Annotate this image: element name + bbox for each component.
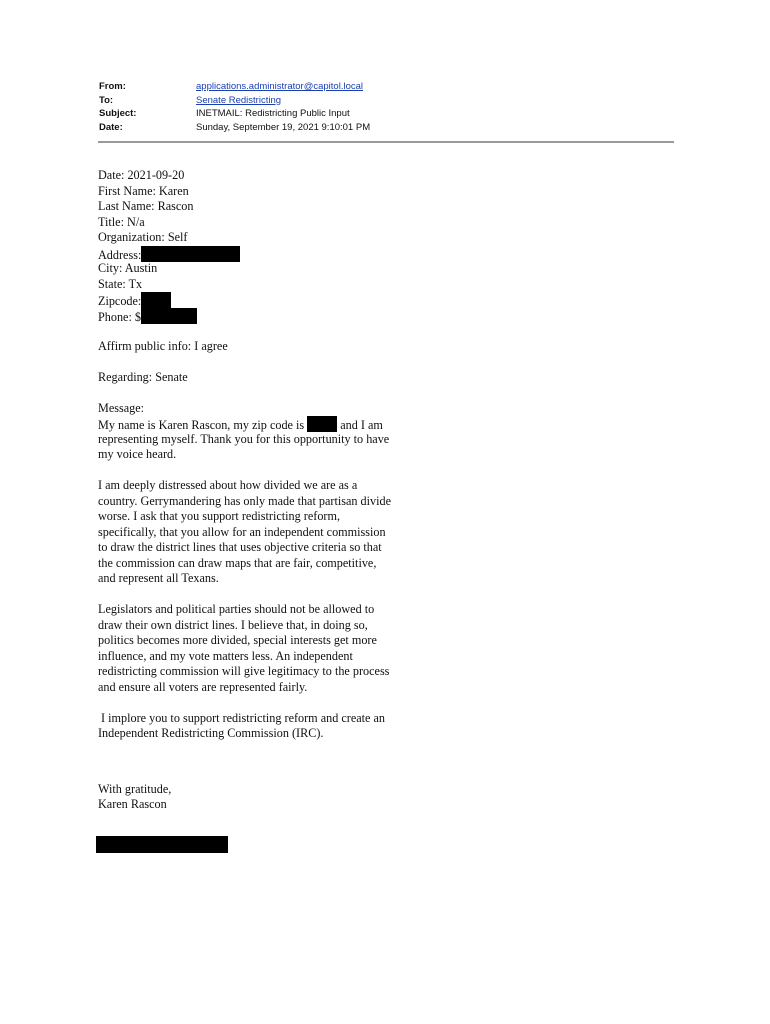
address-redaction bbox=[141, 246, 240, 262]
to-row bbox=[99, 94, 674, 108]
from-row bbox=[99, 80, 674, 94]
subject-label: Subject: bbox=[99, 108, 137, 119]
form-title: Title: N/a bbox=[98, 214, 145, 229]
message-line: the commission can draw maps that are fair, competitive, bbox=[98, 555, 377, 570]
message-line: I implore you to support redistricting reform and create an bbox=[98, 710, 385, 725]
date-label: Date: bbox=[99, 121, 123, 133]
form-date: Date: 2021-09-20 bbox=[98, 168, 185, 182]
form-last-name: Last Name: Rascon bbox=[98, 199, 194, 213]
form-affirm: Affirm public info: I agree bbox=[98, 338, 228, 353]
form-phone bbox=[98, 308, 408, 324]
message-intro: My name is Karen Rascon, my zip code is bbox=[98, 418, 305, 432]
message-line: Legislators and political parties should not be allowed to bbox=[98, 602, 375, 616]
form-zipcode bbox=[98, 292, 408, 308]
message-line: influence, and my vote matters less. An independent bbox=[98, 648, 353, 663]
message-line: and represent all Texans. bbox=[98, 571, 219, 585]
phone-redaction bbox=[141, 308, 197, 324]
to-recipient-link[interactable]: Senate Redistricting bbox=[196, 94, 282, 106]
date-value: Sunday, September 19, 2021 9:10:01 PM bbox=[196, 121, 371, 133]
message-line: worse. I ask that you support redistricting reform, bbox=[98, 509, 341, 523]
from-email-link[interactable]: applications.administrator@capitol.local bbox=[196, 81, 364, 92]
subject-row bbox=[99, 107, 674, 121]
header-divider bbox=[98, 141, 674, 143]
form-first-name: First Name: Karen bbox=[98, 183, 189, 198]
message-line: representing myself. Thank you for this opportunity to have bbox=[98, 431, 390, 446]
from-label: From: bbox=[99, 81, 126, 92]
signature-name: Karen Rascon bbox=[98, 797, 167, 811]
signature-redaction bbox=[96, 836, 228, 853]
zipcode-redaction bbox=[141, 292, 171, 308]
message-line: and ensure all voters are represented fairly. bbox=[98, 679, 308, 694]
to-label: To: bbox=[99, 94, 114, 106]
message-line: to draw the district lines that uses objective criteria so that bbox=[98, 540, 382, 554]
form-state: State: Tx bbox=[98, 276, 143, 291]
address-label: Address: bbox=[98, 247, 142, 262]
phone-label: Phone: $ bbox=[98, 309, 141, 324]
message-line: redistricting commission will give legitimacy to the process bbox=[98, 664, 390, 678]
message-zipcode-redaction bbox=[307, 416, 337, 432]
message-label: Message: bbox=[98, 400, 145, 415]
zipcode-label: Zipcode: bbox=[98, 294, 142, 308]
message-line: my voice heard. bbox=[98, 447, 177, 461]
closing: With gratitude, bbox=[98, 781, 172, 796]
form-organization: Organization: Self bbox=[98, 230, 188, 244]
message-line: Independent Redistricting Commission (IRC). bbox=[98, 726, 324, 740]
message-line: politics becomes more divided, special interests get more bbox=[98, 633, 377, 647]
message-line: I am deeply distressed about how divided we are as a bbox=[98, 478, 358, 492]
email-body bbox=[98, 168, 408, 813]
message-first-line bbox=[98, 416, 408, 432]
form-city: City: Austin bbox=[98, 261, 158, 275]
message-line: draw their own district lines. I believe that, in doing so, bbox=[98, 617, 368, 632]
message-line: specifically, that you allow for an independent commission bbox=[98, 524, 386, 539]
email-header bbox=[99, 80, 674, 134]
message-intro-end: and I am bbox=[337, 418, 383, 432]
subject-value: INETMAIL: Redistricting Public Input bbox=[196, 108, 350, 119]
form-regarding: Regarding: Senate bbox=[98, 369, 188, 384]
date-row bbox=[99, 121, 674, 135]
message-line: country. Gerrymandering has only made that partisan divide bbox=[98, 493, 391, 508]
form-address bbox=[98, 246, 408, 262]
